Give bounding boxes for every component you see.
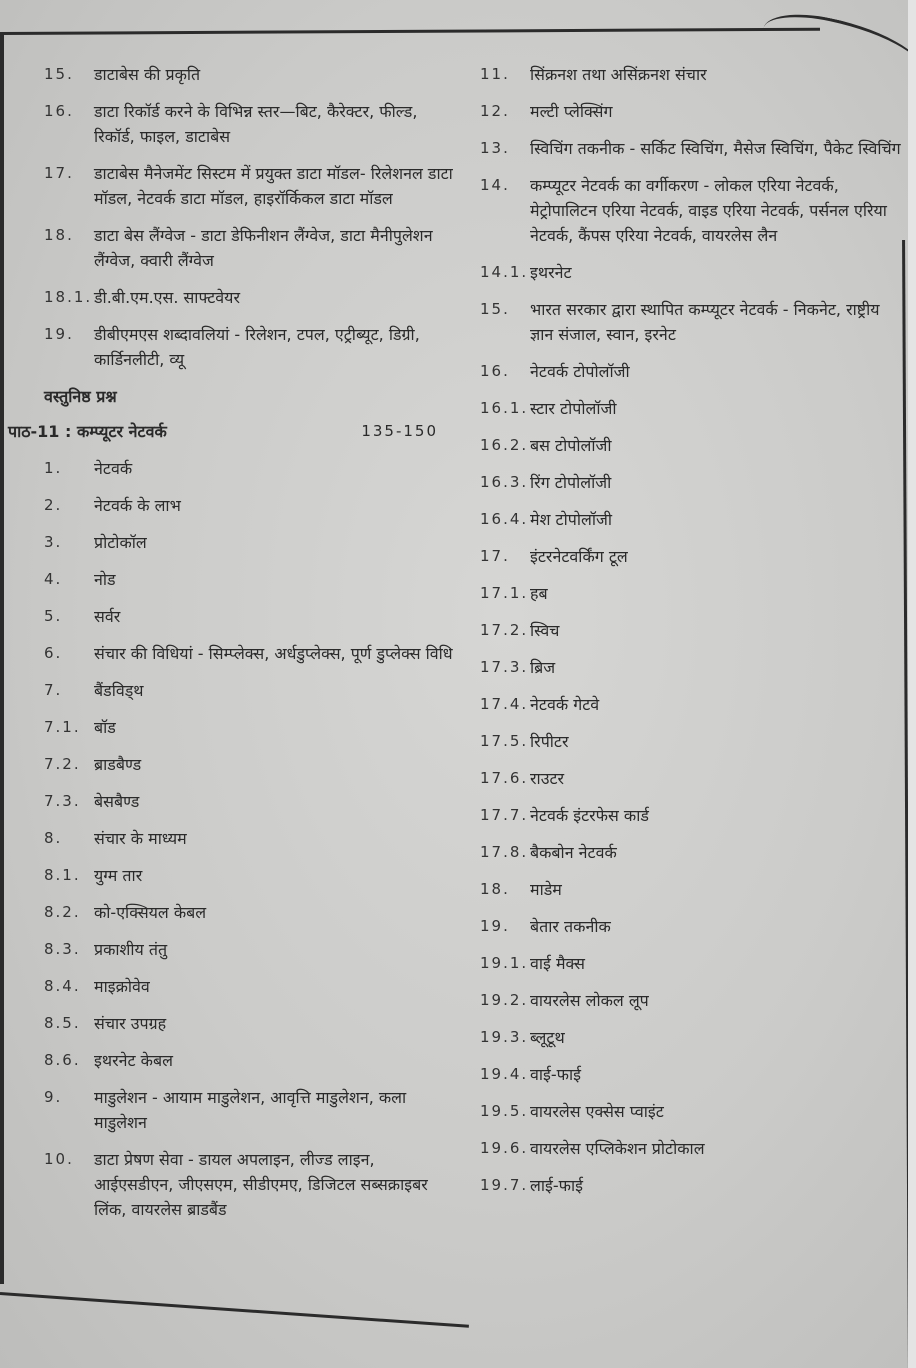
- toc-item: [480, 655, 905, 680]
- toc-item-number: 19.1.: [480, 954, 529, 972]
- toc-item-number: 7.3.: [44, 792, 81, 810]
- toc-item: [480, 396, 905, 421]
- toc-item: [44, 285, 454, 310]
- toc-item-number: 15.: [480, 300, 510, 318]
- toc-item: [44, 1147, 454, 1222]
- toc-item: [480, 470, 905, 495]
- toc-item: [480, 1025, 905, 1050]
- toc-item-text: इथरनेट केबल: [94, 1051, 173, 1070]
- toc-item-number: 8.: [44, 829, 63, 847]
- toc-item-number: 11.: [480, 65, 510, 83]
- toc-item: [44, 322, 454, 372]
- page-edge-shade: [908, 0, 916, 1368]
- toc-item-number: 8.1.: [44, 866, 81, 884]
- toc-item-number: 16.3.: [480, 473, 529, 491]
- toc-item-number: 17.5.: [480, 732, 529, 750]
- toc-item: [480, 173, 905, 248]
- toc-item: [44, 161, 454, 211]
- toc-item: [480, 260, 905, 285]
- toc-item-text: वायरलेस लोकल लूप: [530, 991, 649, 1010]
- toc-item-number: 10.: [44, 1150, 74, 1168]
- toc-item: [480, 951, 905, 976]
- toc-item-number: 19.3.: [480, 1028, 529, 1046]
- toc-item: [44, 900, 454, 925]
- toc-item-number: 17.4.: [480, 695, 529, 713]
- toc-item: [44, 752, 454, 777]
- toc-item: [480, 297, 905, 347]
- toc-item-number: 4.: [44, 570, 63, 588]
- toc-item-number: 16.: [44, 102, 74, 120]
- toc-item: [480, 99, 905, 124]
- toc-item: [44, 937, 454, 962]
- toc-item: [480, 136, 905, 161]
- toc-item-text: डाटाबेस की प्रकृति: [94, 65, 201, 84]
- toc-item-text: ब्लूटूथ: [530, 1028, 565, 1047]
- toc-item-number: 19.6.: [480, 1139, 529, 1157]
- toc-item: [44, 223, 454, 273]
- toc-item: [480, 1173, 905, 1198]
- toc-item-number: 7.: [44, 681, 63, 699]
- toc-item-text: वाई-फाई: [530, 1065, 582, 1084]
- toc-item: [44, 456, 454, 481]
- toc-item: [480, 692, 905, 717]
- toc-item-number: 7.1.: [44, 718, 81, 736]
- toc-item-text: सिंक्रनश तथा असिंक्रनश संचार: [530, 65, 707, 84]
- toc-item-text: माडेम: [530, 880, 562, 899]
- toc-item-number: 18.: [480, 880, 510, 898]
- toc-item-number: 19.: [44, 325, 74, 343]
- toc-item: [44, 863, 454, 888]
- toc-item-number: 19.2.: [480, 991, 529, 1009]
- toc-item-number: 18.: [44, 226, 74, 244]
- toc-item-number: 12.: [480, 102, 510, 120]
- toc-item-number: 3.: [44, 533, 63, 551]
- right-topic-list: [480, 62, 905, 1198]
- toc-item-number: 13.: [480, 139, 510, 157]
- toc-item: [44, 1011, 454, 1036]
- toc-item-text: सर्वर: [94, 607, 121, 626]
- toc-item: [480, 618, 905, 643]
- toc-item-number: 15.: [44, 65, 74, 83]
- toc-item-text: लाई-फाई: [530, 1176, 583, 1195]
- left-column: [8, 62, 454, 1234]
- toc-item: [44, 604, 454, 629]
- toc-item-number: 17.7.: [480, 806, 529, 824]
- toc-item: [44, 1085, 454, 1135]
- toc-item-text: डी.बी.एम.एस. साफ्टवेयर: [94, 288, 241, 307]
- toc-item-text: रिंग टोपोलॉजी: [530, 473, 612, 492]
- toc-item: [480, 507, 905, 532]
- toc-item-text: वायरलेस एप्लिकेशन प्रोटोकाल: [530, 1139, 705, 1158]
- toc-item-number: 1.: [44, 459, 63, 477]
- toc-item-text: हब: [530, 584, 548, 603]
- toc-item-text: वायरलेस एक्सेस प्वाइंट: [530, 1102, 664, 1121]
- toc-item-number: 17.3.: [480, 658, 529, 676]
- toc-item-text: वाई मैक्स: [530, 954, 585, 973]
- toc-item-number: 16.1.: [480, 399, 529, 417]
- toc-item-text: संचार की विधियां - सिम्प्लेक्स, अर्धडुप्लेक्स, पूर्ण डुप्लेक्स विधि: [94, 644, 453, 663]
- page-border-top: [0, 28, 820, 35]
- toc-item-text: बेसबैण्ड: [94, 792, 140, 811]
- toc-item-text: बॉड: [94, 718, 116, 737]
- toc-item-text: स्विचिंग तकनीक - सर्किट स्विचिंग, मैसेज स्विचिंग, पैकेट स्विचिंग: [530, 139, 901, 158]
- toc-item-number: 5.: [44, 607, 63, 625]
- page-border-left: [0, 34, 4, 1284]
- toc-item-number: 8.4.: [44, 977, 81, 995]
- toc-item-number: 19.5.: [480, 1102, 529, 1120]
- toc-item-text: डीबीएमएस शब्दावलियां - रिलेशन, टपल, एट्रीब्यूट, डिग्री, कार्डिनलीटी, व्यू: [94, 325, 420, 369]
- toc-item-text: नेटवर्क के लाभ: [94, 496, 181, 515]
- toc-item: [44, 493, 454, 518]
- toc-item-text: नेटवर्क गेटवे: [530, 695, 600, 714]
- toc-item-text: ब्रिज: [530, 658, 556, 677]
- toc-item-text: बेतार तकनीक: [530, 917, 611, 936]
- toc-item-number: 17.8.: [480, 843, 529, 861]
- toc-item-number: 8.3.: [44, 940, 81, 958]
- toc-item: [480, 988, 905, 1013]
- lesson-page-range: 135-150: [361, 422, 438, 440]
- toc-item: [44, 567, 454, 592]
- toc-item-text: ब्राडबैण्ड: [94, 755, 142, 774]
- objective-questions-heading: वस्तुनिष्ठ प्रश्न: [44, 387, 117, 406]
- toc-item: [480, 729, 905, 754]
- toc-item-number: 17.1.: [480, 584, 529, 602]
- toc-item-number: 19.: [480, 917, 510, 935]
- toc-item: [480, 62, 905, 87]
- toc-item: [44, 789, 454, 814]
- toc-item: [44, 678, 454, 703]
- toc-item: [480, 803, 905, 828]
- toc-item-number: 16.: [480, 362, 510, 380]
- toc-item: [480, 581, 905, 606]
- toc-item-text: डाटा प्रेषण सेवा - डायल अपलाइन, लीज्ड लाइन, आईएसडीएन, जीएसएम, सीडीएमए, डिजिटल सब्सक्राइबर लिंक, वायरलेस ब्राडबैंड: [94, 1150, 428, 1219]
- toc-item-number: 8.5.: [44, 1014, 81, 1032]
- toc-item-text: मल्टी प्लेक्सिंग: [530, 102, 613, 121]
- toc-item: [44, 641, 454, 666]
- toc-item-number: 2.: [44, 496, 63, 514]
- toc-item-number: 17.6.: [480, 769, 529, 787]
- toc-item-text: इथरनेट: [530, 263, 572, 282]
- toc-item-text: युग्म तार: [94, 866, 143, 885]
- toc-item: [44, 530, 454, 555]
- toc-item-number: 8.6.: [44, 1051, 81, 1069]
- toc-item-text: रिपीटर: [530, 732, 569, 751]
- toc-item: [44, 974, 454, 999]
- toc-item-text: स्विच: [530, 621, 560, 640]
- toc-item: [44, 62, 454, 87]
- toc-item-text: संचार के माध्यम: [94, 829, 187, 848]
- toc-item: [480, 359, 905, 384]
- toc-item-number: 14.1.: [480, 263, 529, 281]
- toc-item-number: 18.1.: [44, 288, 93, 306]
- toc-item-number: 8.2.: [44, 903, 81, 921]
- toc-item-text: माइक्रोवेव: [94, 977, 150, 996]
- left-top-list: [44, 62, 454, 372]
- toc-item-number: 17.2.: [480, 621, 529, 639]
- toc-item-text: नोड: [94, 570, 116, 589]
- toc-item-number: 19.7.: [480, 1176, 529, 1194]
- lesson-title: पाठ-11 : कम्प्यूटर नेटवर्क: [8, 422, 167, 441]
- toc-item: [480, 914, 905, 939]
- toc-item-text: प्रकाशीय तंतु: [94, 940, 168, 959]
- toc-item: [480, 1062, 905, 1087]
- toc-item-text: बैकबोन नेटवर्क: [530, 843, 617, 862]
- toc-item-number: 7.2.: [44, 755, 81, 773]
- lesson-heading: [8, 419, 438, 444]
- toc-item-text: राउटर: [530, 769, 565, 788]
- toc-item-number: 16.2.: [480, 436, 529, 454]
- toc-item-number: 17.: [44, 164, 74, 182]
- toc-item-number: 19.4.: [480, 1065, 529, 1083]
- toc-item: [480, 840, 905, 865]
- toc-item-number: 14.: [480, 176, 510, 194]
- toc-item: [44, 1048, 454, 1073]
- toc-item: [44, 826, 454, 851]
- toc-item-text: डाटाबेस मैनेजमेंट सिस्टम में प्रयुक्त डाटा मॉडल- रिलेशनल डाटा मॉडल, नेटवर्क डाटा मॉडल, हाइरॉर्किकल डाटा मॉडल: [94, 164, 453, 208]
- toc-item-number: 9.: [44, 1088, 63, 1106]
- toc-item-text: प्रोटोकॉल: [94, 533, 147, 552]
- toc-item-text: भारत सरकार द्वारा स्थापित कम्प्यूटर नेटवर्क - निकनेट, राष्ट्रीय ज्ञान संजाल, स्वान, इरनेट: [530, 300, 880, 344]
- toc-item-text: संचार उपग्रह: [94, 1014, 167, 1033]
- toc-item: [480, 877, 905, 902]
- toc-item: [480, 1136, 905, 1161]
- toc-item-number: 6.: [44, 644, 63, 662]
- toc-item-text: माडुलेशन - आयाम माडुलेशन, आवृत्ति माडुलेशन, कला माडुलेशन: [94, 1088, 407, 1132]
- toc-item: [480, 544, 905, 569]
- toc-item-text: डाटा रिकॉर्ड करने के विभिन्न स्तर—बिट, कैरेक्टर, फील्ड, रिकॉर्ड, फाइल, डाटाबेस: [94, 102, 418, 146]
- toc-item-number: 16.4.: [480, 510, 529, 528]
- lesson-topic-list: [44, 456, 454, 1222]
- toc-item: [44, 715, 454, 740]
- toc-item-text: स्टार टोपोलॉजी: [530, 399, 617, 418]
- toc-item: [480, 1099, 905, 1124]
- toc-item: [44, 99, 454, 149]
- toc-item-text: डाटा बेस लैंग्वेज - डाटा डेफिनीशन लैंग्वेज, डाटा मैनीपुलेशन लैंग्वेज, क्वारी लैंग्वेज: [94, 226, 433, 270]
- toc-item-text: नेटवर्क: [94, 459, 133, 478]
- toc-item-text: कम्प्यूटर नेटवर्क का वर्गीकरण - लोकल एरिया नेटवर्क, मेट्रोपालिटन एरिया नेटवर्क, वाइड एरिया नेटवर्क, पर्सनल एरिया नेटवर्क, कैंपस एरिया नेटवर्क, वायरलेस लैन: [530, 176, 887, 245]
- toc-item-number: 17.: [480, 547, 510, 565]
- toc-item: [480, 433, 905, 458]
- toc-item-text: मेश टोपोलॉजी: [530, 510, 612, 529]
- toc-item-text: बस टोपोलॉजी: [530, 436, 612, 455]
- toc-item-text: को-एक्सियल केबल: [94, 903, 207, 922]
- toc-item-text: नेटवर्क टोपोलॉजी: [530, 362, 630, 381]
- toc-item: [480, 766, 905, 791]
- toc-item-text: बैंडविड्थ: [94, 681, 144, 700]
- toc-item-text: नेटवर्क इंटरफेस कार्ड: [530, 806, 649, 825]
- page-border-bottom: [0, 1292, 469, 1328]
- right-column: [480, 62, 905, 1210]
- toc-item-text: इंटरनेटवर्किंग टूल: [530, 547, 628, 566]
